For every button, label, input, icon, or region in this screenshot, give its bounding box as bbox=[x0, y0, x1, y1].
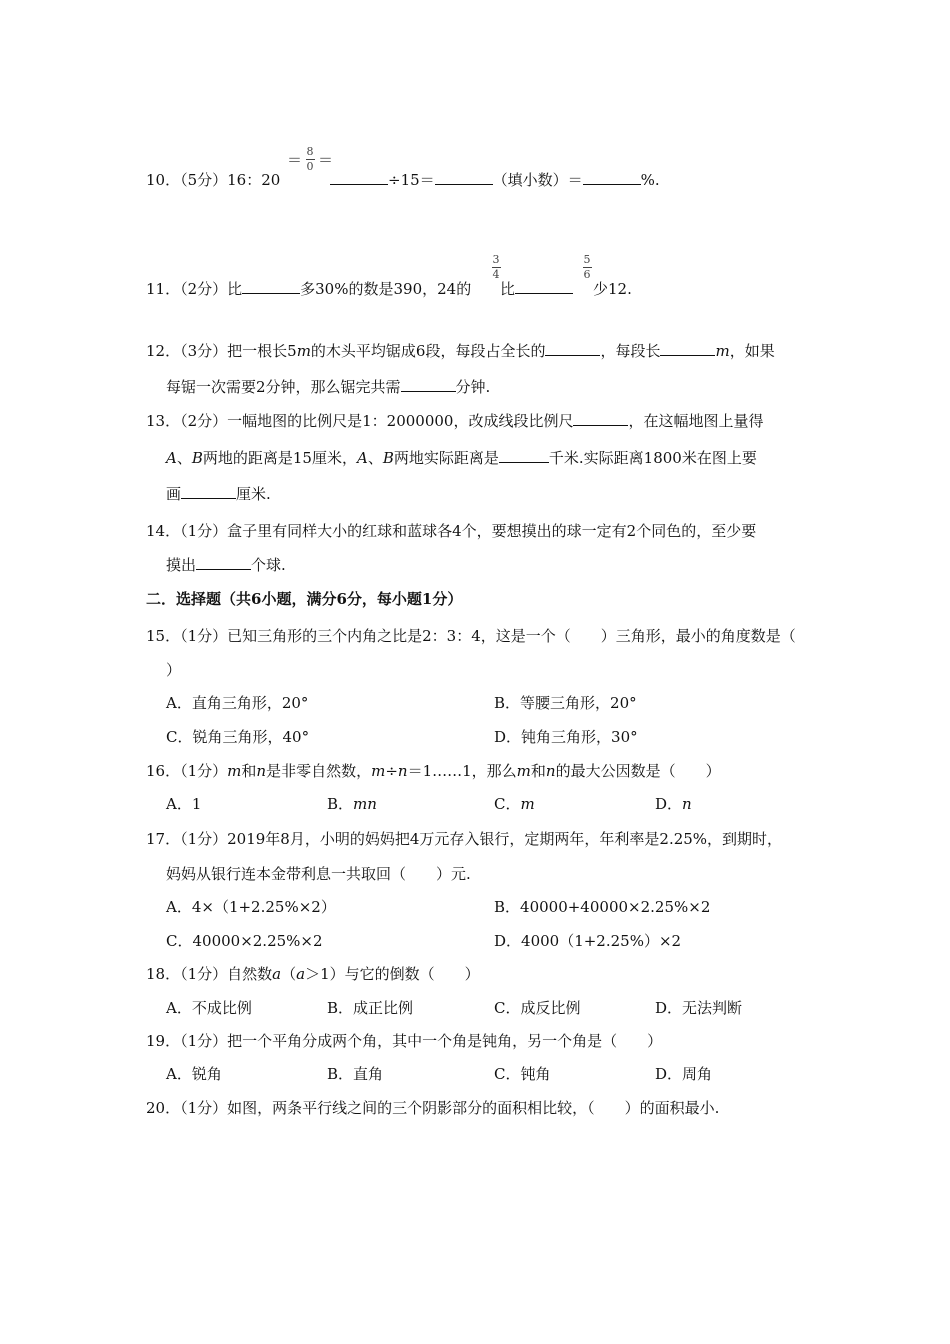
q15-option-c[interactable]: C．锐角三角形，40° bbox=[166, 728, 310, 746]
q13-line2-b: 两地实际距离是 bbox=[393, 449, 499, 467]
q11-frac2-den: 6 bbox=[583, 268, 591, 281]
q16-div: ÷ bbox=[385, 762, 398, 780]
q10-fill-decimal: （填小数）＝ bbox=[492, 171, 583, 189]
q10-eq-left: ＝ bbox=[287, 151, 303, 169]
q16-var-m: m bbox=[227, 762, 242, 780]
q16-prefix: 16．（1分） bbox=[146, 762, 228, 780]
q13-sep-2: 、 bbox=[367, 449, 383, 467]
q16-var-n-2: n bbox=[397, 762, 408, 780]
q19-option-b[interactable]: B．直角 bbox=[327, 1065, 384, 1083]
q12-blank-1[interactable] bbox=[545, 341, 600, 356]
q13-line3-a: 画 bbox=[166, 485, 182, 503]
q16-option-d[interactable] bbox=[655, 794, 692, 814]
q12-c: ，每段长 bbox=[600, 342, 661, 360]
q11-mid2: 比 bbox=[500, 280, 516, 298]
q16-t4: 的最大公因数是（ ） bbox=[555, 762, 721, 780]
q15-line-2: ） bbox=[166, 661, 182, 679]
q18-var-a-2: a bbox=[296, 965, 306, 983]
q13-point-b-2: B bbox=[382, 449, 394, 467]
q18-t2: ＞1）与它的倒数（ ） bbox=[305, 965, 480, 983]
q19-line-1: 19．（1分）把一个平角分成两个角，其中一个角是钝角，另一个角是（ ） bbox=[146, 1032, 663, 1050]
q13-line-2 bbox=[166, 448, 757, 468]
q13-line2-c: 千米.实际距离1800米在图上要 bbox=[548, 449, 757, 467]
q11-fraction-2 bbox=[581, 254, 593, 281]
q19-option-a[interactable]: A．锐角 bbox=[166, 1065, 222, 1083]
q16-option-d-prefix: D． bbox=[655, 795, 683, 813]
q16-option-b-value: mn bbox=[353, 795, 377, 813]
q11-blank-2[interactable] bbox=[515, 279, 573, 294]
q13-line-1 bbox=[146, 411, 764, 431]
q13-line3-b: 厘米. bbox=[236, 485, 271, 503]
q17-line-2: 妈妈从银行连本金带利息一共取回（ ）元. bbox=[166, 865, 471, 883]
q13-line-3 bbox=[166, 484, 271, 504]
q13-line1-a: 13．（2分）一幅地图的比例尺是1：2000000，改成线段比例尺 bbox=[146, 412, 574, 430]
q11-end: 少12. bbox=[593, 280, 632, 298]
q17-option-b[interactable]: B．40000+40000×2.25%×2 bbox=[494, 898, 711, 916]
q16-t2: 是非零自然数， bbox=[266, 762, 372, 780]
q19-option-d[interactable]: D．周角 bbox=[655, 1065, 713, 1083]
q16-var-m-2: m bbox=[371, 762, 386, 780]
q12-a: 12．（3分）把一根长5 bbox=[146, 342, 297, 360]
q14-line2-a: 摸出 bbox=[166, 556, 197, 574]
q11-frac2-num: 5 bbox=[583, 253, 591, 266]
q13-line2-a: 两地的距离是15厘米， bbox=[202, 449, 357, 467]
q10-frac-den: 0 bbox=[306, 160, 314, 173]
q13-blank-1[interactable] bbox=[573, 411, 628, 426]
q16-option-c-value: m bbox=[520, 795, 535, 813]
q16-option-c[interactable] bbox=[494, 794, 535, 814]
q17-option-c[interactable]: C．40000×2.25%×2 bbox=[166, 932, 323, 950]
q15-line-1: 15．（1分）已知三角形的三个内角之比是2：3：4，这是一个（ ）三角形，最小的角度数是（ bbox=[146, 627, 796, 645]
q14-line-2 bbox=[166, 555, 286, 575]
q14-blank-1[interactable] bbox=[196, 555, 251, 570]
q11-line-mid bbox=[500, 279, 573, 299]
q18-prefix: 18．（1分）自然数 bbox=[146, 965, 273, 983]
q16-var-n-3: n bbox=[545, 762, 556, 780]
q16-t1: 和 bbox=[241, 762, 257, 780]
q13-point-a-2: A bbox=[356, 449, 368, 467]
q10-eq-right: ＝ bbox=[318, 151, 334, 169]
q11-frac1-num: 3 bbox=[492, 253, 500, 266]
q13-point-a: A bbox=[166, 449, 177, 467]
q18-line-1 bbox=[146, 964, 480, 984]
q12-line2-a: 每锯一次需要2分钟，那么锯完共需 bbox=[166, 378, 401, 396]
q11-fraction-1 bbox=[490, 254, 502, 281]
q10-prefix: 10．（5分）16：20 bbox=[146, 171, 281, 189]
q11-mid1: 多30%的数是390，24的 bbox=[300, 280, 472, 298]
q18-t1: （ bbox=[281, 965, 297, 983]
q11-line bbox=[146, 279, 471, 299]
q10-blank-2[interactable] bbox=[435, 170, 493, 185]
q18-option-d[interactable]: D．无法判断 bbox=[655, 999, 743, 1017]
q15-option-a[interactable]: A．直角三角形，20° bbox=[166, 694, 309, 712]
q16-var-m-3: m bbox=[516, 762, 531, 780]
q12-unit-m-2: m bbox=[715, 342, 730, 360]
q10-percent: %. bbox=[640, 171, 660, 189]
q13-point-b: B bbox=[191, 449, 203, 467]
q10-blank-1[interactable] bbox=[330, 170, 388, 185]
q13-blank-3[interactable] bbox=[181, 484, 236, 499]
q12-line-2 bbox=[166, 377, 490, 397]
q12-line2-b: 分钟. bbox=[455, 378, 491, 396]
q17-option-d[interactable]: D．4000（1+2.25%）×2 bbox=[494, 932, 682, 950]
q11-blank-1[interactable] bbox=[242, 279, 300, 294]
q17-line-1: 17．（1分）2019年8月，小明的妈妈把4万元存入银行，定期两年，年利率是2.25%，到期时， bbox=[146, 830, 783, 848]
q10-line-rest bbox=[330, 170, 660, 190]
q20-line-1: 20．（1分）如图，两条平行线之间的三个阴影部分的面积相比较，（ ）的面积最小. bbox=[146, 1099, 720, 1117]
q18-option-c[interactable]: C．成反比例 bbox=[494, 999, 581, 1017]
q15-option-d[interactable]: D．钝角三角形，30° bbox=[494, 728, 638, 746]
q14-line-1: 14．（1分）盒子里有同样大小的红球和蓝球各4个，要想摸出的球一定有2个同色的，至少要 bbox=[146, 522, 757, 540]
q12-blank-2[interactable] bbox=[660, 341, 715, 356]
q12-blank-3[interactable] bbox=[401, 377, 456, 392]
q12-b: 的木头平均锯成6段，每段占全长的 bbox=[310, 342, 546, 360]
q10-div15: ÷15＝ bbox=[388, 171, 435, 189]
q14-line2-b: 个球. bbox=[251, 556, 286, 574]
q18-option-b[interactable]: B．成正比例 bbox=[327, 999, 414, 1017]
q16-t3: ＝1……1，那么 bbox=[407, 762, 517, 780]
q15-option-b[interactable]: B．等腰三角形，20° bbox=[494, 694, 637, 712]
q11-prefix: 11．（2分）比 bbox=[146, 280, 243, 298]
q12-d: ，如果 bbox=[729, 342, 775, 360]
q12-unit-m: m bbox=[296, 342, 311, 360]
q16-line-1 bbox=[146, 761, 721, 781]
q16-option-d-value: n bbox=[682, 795, 692, 813]
q13-blank-2[interactable] bbox=[499, 448, 549, 463]
q10-blank-3[interactable] bbox=[583, 170, 641, 185]
q10-frac-num: 8 bbox=[306, 145, 314, 158]
q13-line1-b: ，在这幅地图上量得 bbox=[628, 412, 764, 430]
q16-option-c-prefix: C． bbox=[494, 795, 521, 813]
q16-option-a[interactable]: A．1 bbox=[166, 795, 202, 813]
q16-option-b[interactable] bbox=[327, 794, 377, 814]
q13-sep: 、 bbox=[176, 449, 192, 467]
q11-frac1-den: 4 bbox=[492, 268, 500, 281]
q18-option-a[interactable]: A．不成比例 bbox=[166, 999, 252, 1017]
q17-option-a[interactable]: A．4×（1+2.25%×2） bbox=[166, 898, 336, 916]
q16-var-n: n bbox=[256, 762, 267, 780]
q12-line-1 bbox=[146, 341, 775, 361]
q16-t1-b: 和 bbox=[530, 762, 546, 780]
q16-option-b-prefix: B． bbox=[327, 795, 354, 813]
q19-option-c[interactable]: C．钝角 bbox=[494, 1065, 551, 1083]
section-2-heading: 二．选择题（共6小题，满分6分，每小题1分） bbox=[146, 590, 463, 608]
q18-var-a: a bbox=[272, 965, 282, 983]
q10-fraction bbox=[303, 146, 317, 173]
